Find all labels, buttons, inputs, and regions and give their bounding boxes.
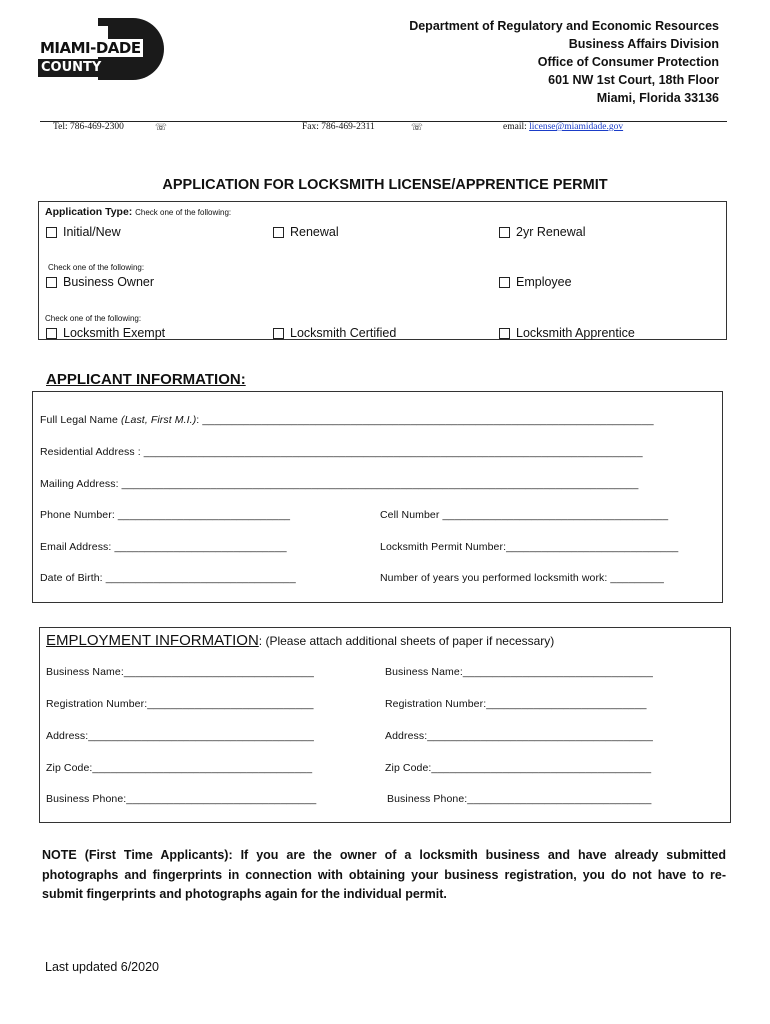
address-line: 601 NW 1st Court, 18th Floor (548, 73, 719, 87)
checkbox[interactable] (46, 277, 57, 288)
option-renewal[interactable] (273, 225, 339, 239)
address-line: Department of Regulatory and Economic Resources (409, 19, 719, 33)
legal-name-label: Full Legal Name (40, 414, 121, 426)
legal-name-field[interactable] (40, 414, 654, 426)
checkbox[interactable] (499, 277, 510, 288)
address-field-1[interactable]: Address:______________________________________ (46, 730, 314, 742)
option-label: Employee (516, 275, 572, 289)
miami-dade-logo (38, 18, 168, 84)
department-address (409, 17, 719, 107)
employment-heading-text: EMPLOYMENT INFORMATION (46, 632, 259, 649)
business-phone-field-1[interactable]: Business Phone:________________________________ (46, 793, 317, 805)
checkbox[interactable] (46, 328, 57, 339)
email-contact (503, 122, 623, 132)
option-locksmith-apprentice[interactable] (499, 326, 635, 340)
business-name-field-2[interactable]: Business Name:________________________________ (385, 666, 653, 678)
logo-miami-dade-text: MIAMI-DADE (40, 39, 141, 57)
email-label: email: (503, 122, 527, 132)
registration-number-field-2[interactable]: Registration Number:___________________________ (385, 698, 647, 710)
zip-code-field-1[interactable]: Zip Code:_____________________________________ (46, 762, 313, 774)
applicant-information-heading: APPLICANT INFORMATION: (46, 371, 246, 388)
option-label: Renewal (290, 225, 339, 239)
date-of-birth-field[interactable]: Date of Birth: ________________________________ (40, 572, 296, 584)
checkbox[interactable] (273, 328, 284, 339)
option-locksmith-exempt[interactable] (46, 326, 165, 340)
logo-d-notch (98, 26, 108, 40)
telephone-number: Tel: 786-469-2300 (53, 122, 124, 132)
address-field-2[interactable]: Address:______________________________________ (385, 730, 653, 742)
logo-county-text: COUNTY (38, 59, 104, 77)
business-name-field-1[interactable]: Business Name:________________________________ (46, 666, 314, 678)
checkbox[interactable] (273, 227, 284, 238)
email-address-field[interactable]: Email Address: _____________________________ (40, 541, 287, 553)
application-type-hint: Check one of the following: (135, 208, 232, 217)
owner-type-hint: Check one of the following: (48, 263, 145, 272)
legal-name-hint: (Last, First M.I.) (120, 414, 197, 426)
last-updated: Last updated 6/2020 (45, 960, 159, 974)
mailing-address-field[interactable]: Mailing Address: _______________________________________________________________________________________ (40, 478, 639, 490)
employment-information-heading (46, 632, 554, 650)
option-label: Business Owner (63, 275, 155, 289)
option-label: Locksmith Exempt (63, 326, 166, 340)
option-employee[interactable] (499, 275, 572, 289)
residential-address-field[interactable]: Residential Address : ____________________________________________________________________________________ (40, 446, 643, 458)
header-divider (40, 121, 727, 122)
checkbox[interactable] (499, 328, 510, 339)
employment-information-section (39, 627, 731, 823)
option-initial-new[interactable] (46, 225, 121, 239)
option-label: 2yr Renewal (516, 225, 586, 239)
option-2yr-renewal[interactable] (499, 225, 585, 239)
years-experience-field[interactable]: Number of years you performed locksmith work: _________ (380, 572, 664, 584)
business-phone-field-2[interactable]: Business Phone:_______________________________ (387, 793, 652, 805)
option-label: Locksmith Apprentice (516, 326, 635, 340)
checkbox[interactable] (499, 227, 510, 238)
email-link[interactable]: license@miamidade.gov (529, 122, 624, 132)
license-type-hint: Check one of the following: (45, 314, 142, 323)
application-type-section (38, 201, 727, 340)
phone-number-field[interactable]: Phone Number: _____________________________ (40, 509, 291, 521)
option-label: Initial/New (63, 225, 121, 239)
locksmith-permit-number-field[interactable]: Locksmith Permit Number:_____________________________ (380, 541, 679, 553)
fax-phone-icon: ☏ (411, 123, 423, 133)
option-locksmith-certified[interactable] (273, 326, 396, 340)
phone-icon: ☏ (155, 123, 167, 133)
address-line: Office of Consumer Protection (537, 55, 719, 69)
applicant-information-section (32, 391, 723, 603)
application-type-label: Application Type: (45, 206, 133, 218)
address-line: Miami, Florida 33136 (596, 91, 719, 105)
legal-name-line: : ____________________________________________________________________________ (196, 414, 654, 426)
page-title: APPLICATION FOR LOCKSMITH LICENSE/APPRENTICE PERMIT (162, 177, 608, 193)
employment-heading-note: : (Please attach additional sheets of paper if necessary) (258, 634, 555, 648)
option-label: Locksmith Certified (290, 326, 397, 340)
zip-code-field-2[interactable]: Zip Code:_____________________________________ (385, 762, 652, 774)
checkbox[interactable] (46, 227, 57, 238)
cell-number-field[interactable]: Cell Number ______________________________________ (380, 509, 669, 521)
first-time-applicants-note: NOTE (First Time Applicants): If you are the owner of a locksmith business and have already submitted photographs and fingerprints in connection with obtaining your business registration, you do not have to re-submit fingerprints and photographs again for the individual permit. (42, 848, 726, 901)
option-business-owner[interactable] (46, 275, 154, 289)
registration-number-field-1[interactable]: Registration Number:____________________________ (46, 698, 314, 710)
fax-number: Fax: 786-469-2311 (302, 122, 375, 132)
address-line: Business Affairs Division (568, 37, 719, 51)
application-type-heading (45, 206, 231, 218)
